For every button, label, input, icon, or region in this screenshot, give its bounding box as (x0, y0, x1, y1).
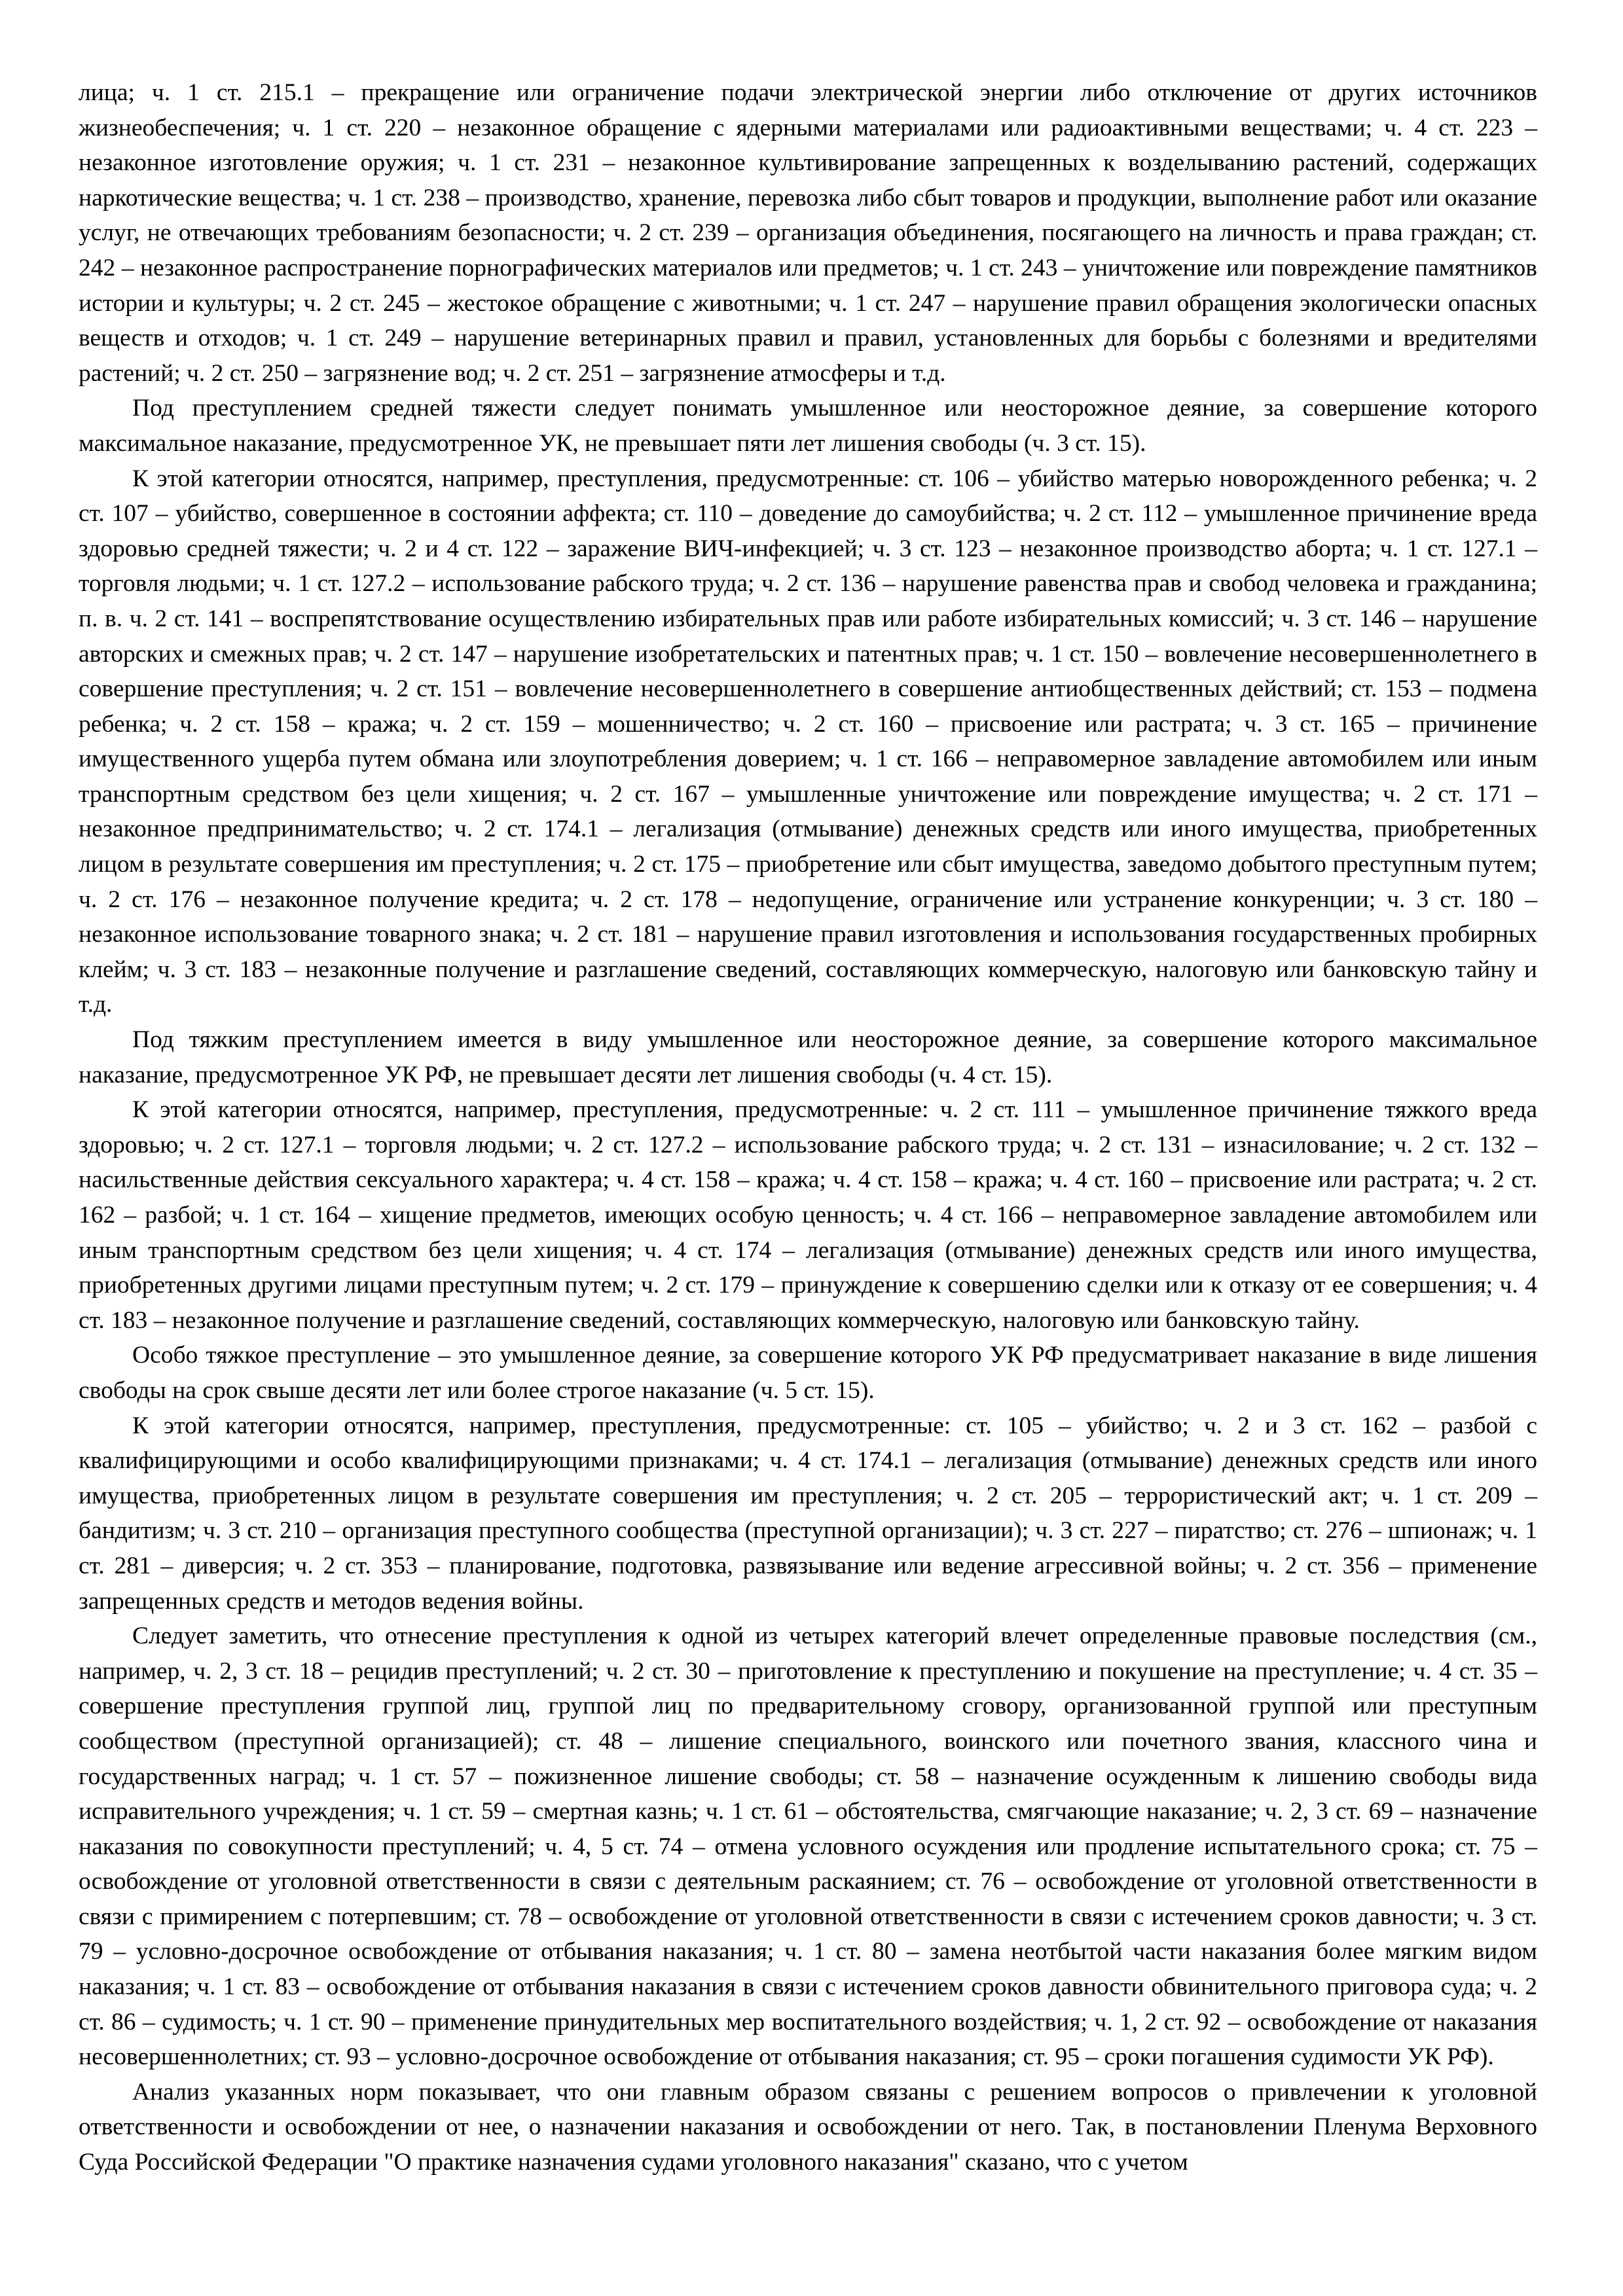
document-page (79, 75, 1537, 2180)
paragraph-medium-gravity-examples: К этой категории относятся, например, преступления, предусмотренные: ст. 106 – убийство матерью новорожденного ребенка; ч. 2 ст. 107 – убийство, совершенное в состоянии аффекта; ст. 110 – доведение до самоубийства; ч. 2 ст. 112 – умышленное причинение вреда здоровью средней тяжести; ч. 2 и 4 ст. 122 – заражение ВИЧ-инфекцией; ч. 3 ст. 123 – незаконное производство аборта; ч. 1 ст. 127.1 – торговля людьми; ч. 1 ст. 127.2 – использование рабского труда; ч. 2 ст. 136 – нарушение равенства прав и свобод человека и гражданина; п. в. ч. 2 ст. 141 – воспрепятствование осуществлению избирательных прав или работе избирательных комиссий; ч. 3 ст. 146 – нарушение авторских и смежных прав; ч. 2 ст. 147 – нарушение изобретательских и патентных прав; ч. 1 ст. 150 – вовлечение несовершеннолетнего в совершение преступления; ч. 2 ст. 151 – вовлечение несовершеннолетнего в совершение антиобщественных действий; ст. 153 – подмена ребенка; ч. 2 ст. 158 – кража; ч. 2 ст. 159 – мошенничество; ч. 2 ст. 160 – присвоение или растрата; ч. 3 ст. 165 – причинение имущественного ущерба путем обмана или злоупотребления доверием; ч. 1 ст. 166 – неправомерное завладение автомобилем или иным транспортным средством без цели хищения; ч. 2 ст. 167 – умышленные уничтожение или повреждение имущества; ч. 2 ст. 171 – незаконное предпринимательство; ч. 2 ст. 174.1 – легализация (отмывание) денежных средств или иного имущества, приобретенных лицом в результате совершения им преступления; ч. 2 ст. 175 – приобретение или сбыт имущества, заведомо добытого преступным путем; ч. 2 ст. 176 – незаконное получение кредита; ч. 2 ст. 178 – недопущение, ограничение или устранение конкуренции; ч. 3 ст. 180 – незаконное использование товарного знака; ч. 2 ст. 181 – нарушение правил изготовления и использования государственных пробирных клейм; ч. 3 ст. 183 – незаконные получение и разглашение сведений, составляющих коммерческую, налоговую или банковскую тайну и т.д. (79, 465, 1537, 1018)
paragraph-analysis: Анализ указанных норм показывает, что они главным образом связаны с решением вопросов о привлечении к уголовной ответственности и освобождении от нее, о назначении наказания и освобождении от него. Так, в постановлении Пленума Верховного Суда Российской Федерации "О практике назначения судами уголовного наказания" сказано, что с учетом (79, 2078, 1537, 2176)
paragraph-especially-grave-examples: К этой категории относятся, например, преступления, предусмотренные: ст. 105 – убийство; ч. 2 и 3 ст. 162 – разбой с квалифицирующими и особо квалифицирующими признаками; ч. 4 ст. 174.1 – легализация (отмывание) денежных средств или иного имущества, приобретенных лицом в результате совершения им преступления; ч. 2 ст. 205 – террористический акт; ч. 1 ст. 209 – бандитизм; ч. 3 ст. 210 – организация преступного сообщества (преступной организации); ч. 3 ст. 227 – пиратство; ст. 276 – шпионаж; ч. 1 ст. 281 – диверсия; ч. 2 ст. 353 – планирование, подготовка, развязывание или ведение агрессивной войны; ч. 2 ст. 356 – применение запрещенных средств и методов ведения войны. (79, 1412, 1537, 1615)
paragraph-medium-gravity-definition: Под преступлением средней тяжести следует понимать умышленное или неосторожное деяние, за совершение которого максимальное наказание, предусмотренное УК, не превышает пяти лет лишения свободы (ч. 3 ст. 15). (79, 395, 1537, 457)
paragraph-grave-examples: К этой категории относятся, например, преступления, предусмотренные: ч. 2 ст. 111 – умышленное причинение тяжкого вреда здоровью; ч. 2 ст. 127.1 – торговля людьми; ч. 2 ст. 127.2 – использование рабского труда; ч. 2 ст. 131 – изнасилование; ч. 2 ст. 132 – насильственные действия сексуального характера; ч. 4 ст. 158 – кража; ч. 4 ст. 158 – кража; ч. 4 ст. 160 – присвоение или растрата; ч. 2 ст. 162 – разбой; ч. 1 ст. 164 – хищение предметов, имеющих особую ценность; ч. 4 ст. 166 – неправомерное завладение автомобилем или иным транспортным средством без цели хищения; ч. 4 ст. 174 – легализация (отмывание) денежных средств или иного имущества, приобретенных другими лицами преступным путем; ч. 2 ст. 179 – принуждение к совершению сделки или к отказу от ее совершения; ч. 4 ст. 183 – незаконное получение и разглашение сведений, составляющих коммерческую, налоговую или банковскую тайну. (79, 1096, 1537, 1334)
paragraph-especially-grave-definition: Особо тяжкое преступление – это умышленное деяние, за совершение которого УК РФ предусматривает наказание в виде лишения свободы на срок свыше десяти лет или более строгое наказание (ч. 5 ст. 15). (79, 1342, 1537, 1404)
paragraph-legal-consequences: Следует заметить, что отнесение преступления к одной из четырех категорий влечет определенные правовые последствия (см., например, ч. 2, 3 ст. 18 – рецидив преступлений; ч. 2 ст. 30 – приготовление к преступлению и покушение на преступление; ч. 4 ст. 35 – совершение преступления группой лиц, группой лиц по предварительному сговору, организованной группой или преступным сообществом (преступной организацией); ст. 48 – лишение специального, воинского или почетного звания, классного чина и государственных наград; ч. 1 ст. 57 – пожизненное лишение свободы; ст. 58 – назначение осужденным к лишению свободы вида исправительного учреждения; ч. 1 ст. 59 – смертная казнь; ч. 1 ст. 61 – обстоятельства, смягчающие наказание; ч. 2, 3 ст. 69 – назначение наказания по совокупности преступлений; ч. 4, 5 ст. 74 – отмена условного осуждения или продление испытательного срока; ст. 75 – освобождение от уголовной ответственности в связи с деятельным раскаянием; ст. 76 – освобождение от уголовной ответственности в связи с примирением с потерпевшим; ст. 78 – освобождение от уголовной ответственности в связи с истечением сроков давности; ч. 3 ст. 79 – условно-досрочное освобождение от отбывания наказания; ч. 1 ст. 80 – замена неотбытой части наказания более мягким видом наказания; ч. 1 ст. 83 – освобождение от отбывания наказания в связи с истечением сроков давности обвинительного приговора суда; ч. 2 ст. 86 – судимость; ч. 1 ст. 90 – применение принудительных мер воспитательного воздействия; ч. 1, 2 ст. 92 – освобождение от наказания несовершеннолетних; ст. 93 – условно-досрочное освобождение от отбывания наказания; ст. 95 – сроки погашения судимости УК РФ). (79, 1623, 1537, 2071)
paragraph-grave-definition: Под тяжким преступлением имеется в виду умышленное или неосторожное деяние, за совершение которого максимальное наказание, предусмотренное УК РФ, не превышает десяти лет лишения свободы (ч. 4 ст. 15). (79, 1026, 1537, 1088)
paragraph-categories-list-continued: лица; ч. 1 ст. 215.1 – прекращение или ограничение подачи электрической энергии либо отключение от других источников жизнеобеспечения; ч. 1 ст. 220 – незаконное обращение с ядерными материалами или радиоактивными веществами; ч. 4 ст. 223 – незаконное изготовление оружия; ч. 1 ст. 231 – незаконное культивирование запрещенных к возделыванию растений, содержащих наркотические вещества; ч. 1 ст. 238 – производство, хранение, перевозка либо сбыт товаров и продукции, выполнение работ или оказание услуг, не отвечающих требованиям безопасности; ч. 2 ст. 239 – организация объединения, посягающего на личность и права граждан; ст. 242 – незаконное распространение порнографических материалов или предметов; ч. 1 ст. 243 – уничтожение или повреждение памятников истории и культуры; ч. 2 ст. 245 – жестокое обращение с животными; ч. 1 ст. 247 – нарушение правил обращения экологически опасных веществ и отходов; ч. 1 ст. 249 – нарушение ветеринарных правил и правил, установленных для борьбы с болезнями и вредителями растений; ч. 2 ст. 250 – загрязнение вод; ч. 2 ст. 251 – загрязнение атмосферы и т.д. (79, 79, 1537, 387)
